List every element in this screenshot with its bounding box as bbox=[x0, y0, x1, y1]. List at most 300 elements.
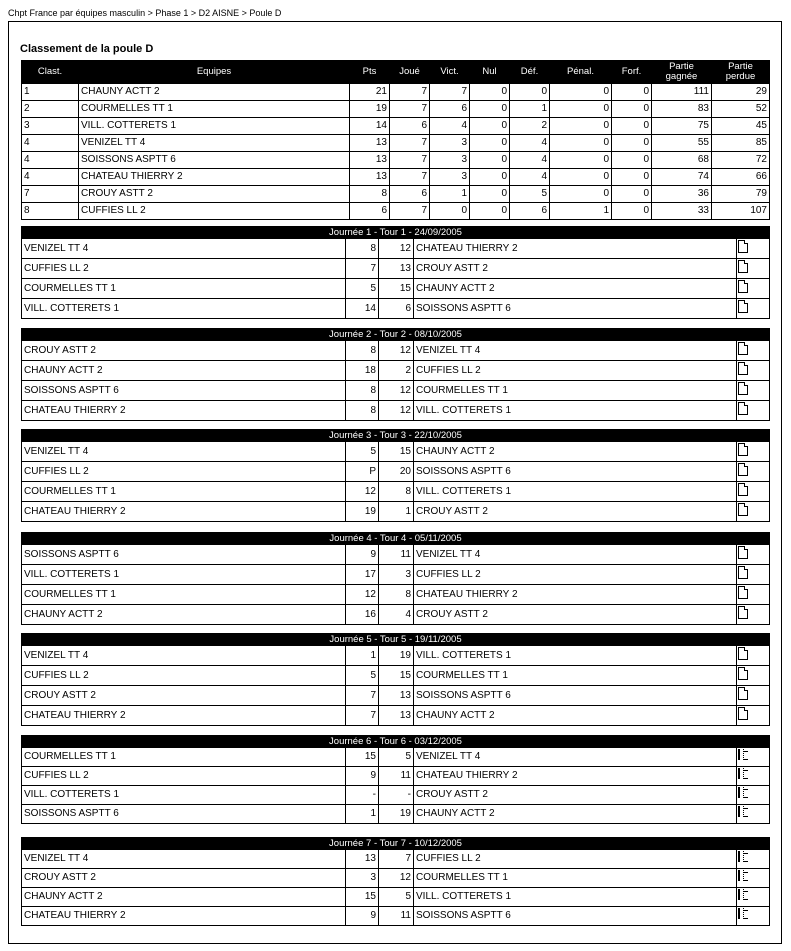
stat-cell: 0 bbox=[550, 169, 612, 186]
home-score: 12 bbox=[346, 585, 379, 605]
standings-row bbox=[22, 84, 770, 101]
stat-cell: 36 bbox=[652, 186, 712, 203]
standings-header-cell: Vict. bbox=[430, 61, 470, 84]
match-sheet-link[interactable] bbox=[737, 686, 770, 706]
score-sheet-icon bbox=[738, 870, 748, 882]
stat-cell: 1 bbox=[510, 101, 550, 118]
document-icon bbox=[738, 342, 748, 355]
stat-cell: 6 bbox=[430, 101, 470, 118]
away-score: 7 bbox=[379, 850, 414, 869]
match-row bbox=[22, 646, 770, 666]
match-sheet-link[interactable] bbox=[737, 341, 770, 361]
standings-row bbox=[22, 186, 770, 203]
stat-cell: 3 bbox=[430, 169, 470, 186]
away-team: COURMELLES TT 1 bbox=[414, 869, 737, 888]
document-icon bbox=[738, 647, 748, 660]
match-sheet-link[interactable] bbox=[737, 565, 770, 585]
home-score: 15 bbox=[346, 748, 379, 767]
home-team: SOISSONS ASPTT 6 bbox=[22, 545, 346, 565]
team-name: CROUY ASTT 2 bbox=[79, 186, 350, 203]
away-score: 13 bbox=[379, 706, 414, 726]
home-team: CHATEAU THIERRY 2 bbox=[22, 706, 346, 726]
stat-cell: 83 bbox=[652, 101, 712, 118]
match-sheet-link[interactable] bbox=[737, 259, 770, 279]
home-score: 14 bbox=[346, 299, 379, 319]
match-row bbox=[22, 605, 770, 625]
stat-cell: 1 bbox=[550, 203, 612, 220]
away-score: 1 bbox=[379, 502, 414, 522]
away-score: 15 bbox=[379, 279, 414, 299]
away-team: VENIZEL TT 4 bbox=[414, 341, 737, 361]
match-sheet-link[interactable] bbox=[737, 767, 770, 786]
away-team: CHAUNY ACTT 2 bbox=[414, 442, 737, 462]
home-team: CUFFIES LL 2 bbox=[22, 767, 346, 786]
stat-cell: 0 bbox=[550, 152, 612, 169]
stat-cell: 4 bbox=[510, 135, 550, 152]
home-team: VENIZEL TT 4 bbox=[22, 442, 346, 462]
stat-cell: 6 bbox=[390, 186, 430, 203]
match-row bbox=[22, 585, 770, 605]
stat-cell: 0 bbox=[612, 135, 652, 152]
standings-header-cell: Joué bbox=[390, 61, 430, 84]
standings-row bbox=[22, 203, 770, 220]
round-title: Journée 1 - Tour 1 - 24/09/2005 bbox=[22, 227, 770, 239]
stat-cell: 3 bbox=[430, 152, 470, 169]
stat-cell: 7 bbox=[390, 169, 430, 186]
match-row bbox=[22, 686, 770, 706]
away-score: 13 bbox=[379, 259, 414, 279]
match-sheet-link[interactable] bbox=[737, 545, 770, 565]
match-row bbox=[22, 565, 770, 585]
home-score: 9 bbox=[346, 545, 379, 565]
home-score: 8 bbox=[346, 401, 379, 421]
match-sheet-link[interactable] bbox=[737, 279, 770, 299]
document-icon bbox=[738, 546, 748, 559]
away-team: CROUY ASTT 2 bbox=[414, 259, 737, 279]
match-sheet-link[interactable] bbox=[737, 239, 770, 259]
document-icon bbox=[738, 566, 748, 579]
round-table bbox=[21, 633, 770, 726]
document-icon bbox=[738, 382, 748, 395]
match-sheet-link[interactable] bbox=[737, 381, 770, 401]
match-sheet-link[interactable] bbox=[737, 888, 770, 907]
team-name: COURMELLES TT 1 bbox=[79, 101, 350, 118]
match-row bbox=[22, 888, 770, 907]
match-row bbox=[22, 239, 770, 259]
stat-cell: 6 bbox=[350, 203, 390, 220]
match-row bbox=[22, 767, 770, 786]
stat-cell: 0 bbox=[470, 186, 510, 203]
match-row bbox=[22, 401, 770, 421]
away-team: CROUY ASTT 2 bbox=[414, 786, 737, 805]
stat-cell: 0 bbox=[470, 152, 510, 169]
home-score: 5 bbox=[346, 279, 379, 299]
stat-cell: 55 bbox=[652, 135, 712, 152]
home-team: VENIZEL TT 4 bbox=[22, 850, 346, 869]
match-row bbox=[22, 786, 770, 805]
stat-cell: 13 bbox=[350, 152, 390, 169]
document-icon bbox=[738, 362, 748, 375]
stat-cell: 0 bbox=[612, 84, 652, 101]
home-team: SOISSONS ASPTT 6 bbox=[22, 805, 346, 824]
away-score: 2 bbox=[379, 361, 414, 381]
home-team: COURMELLES TT 1 bbox=[22, 748, 346, 767]
stat-cell: 21 bbox=[350, 84, 390, 101]
away-team: CROUY ASTT 2 bbox=[414, 502, 737, 522]
away-team: CUFFIES LL 2 bbox=[414, 565, 737, 585]
document-icon bbox=[738, 483, 748, 496]
home-score: 9 bbox=[346, 767, 379, 786]
stat-cell: 79 bbox=[712, 186, 770, 203]
away-score: 12 bbox=[379, 381, 414, 401]
round-title: Journée 4 - Tour 4 - 05/11/2005 bbox=[22, 533, 770, 545]
stat-cell: 7 bbox=[390, 135, 430, 152]
document-icon bbox=[738, 463, 748, 476]
home-team: VENIZEL TT 4 bbox=[22, 239, 346, 259]
round-table bbox=[21, 735, 770, 824]
stat-cell: 4 bbox=[430, 118, 470, 135]
away-team: CUFFIES LL 2 bbox=[414, 850, 737, 869]
stat-cell: 7 bbox=[390, 203, 430, 220]
round-title: Journée 2 - Tour 2 - 08/10/2005 bbox=[22, 329, 770, 341]
standings-header-cell: Déf. bbox=[510, 61, 550, 84]
page-title: Classement de la poule D bbox=[20, 43, 154, 55]
round-table bbox=[21, 837, 770, 926]
away-score: 11 bbox=[379, 907, 414, 926]
home-score: 7 bbox=[346, 706, 379, 726]
home-team: CHATEAU THIERRY 2 bbox=[22, 907, 346, 926]
home-score: 16 bbox=[346, 605, 379, 625]
stat-cell: 6 bbox=[510, 203, 550, 220]
away-team: VENIZEL TT 4 bbox=[414, 748, 737, 767]
stat-cell: 0 bbox=[550, 101, 612, 118]
standings-header-cell: Forf. bbox=[612, 61, 652, 84]
match-sheet-link[interactable] bbox=[737, 502, 770, 522]
stat-cell: 0 bbox=[470, 101, 510, 118]
away-score: 12 bbox=[379, 341, 414, 361]
match-row bbox=[22, 748, 770, 767]
team-name: SOISSONS ASPTT 6 bbox=[79, 152, 350, 169]
home-team: COURMELLES TT 1 bbox=[22, 482, 346, 502]
round-title: Journée 5 - Tour 5 - 19/11/2005 bbox=[22, 634, 770, 646]
away-score: 12 bbox=[379, 869, 414, 888]
match-sheet-link[interactable] bbox=[737, 299, 770, 319]
stat-cell: 5 bbox=[510, 186, 550, 203]
stat-cell: 0 bbox=[470, 118, 510, 135]
home-score: 8 bbox=[346, 381, 379, 401]
stat-cell: 68 bbox=[652, 152, 712, 169]
standings-table bbox=[21, 60, 770, 220]
stat-cell: 13 bbox=[350, 169, 390, 186]
match-sheet-link[interactable] bbox=[737, 907, 770, 926]
match-sheet-link[interactable] bbox=[737, 869, 770, 888]
match-sheet-link[interactable] bbox=[737, 361, 770, 381]
home-team: CHATEAU THIERRY 2 bbox=[22, 502, 346, 522]
score-sheet-icon bbox=[738, 749, 748, 761]
stat-cell: 14 bbox=[350, 118, 390, 135]
home-score: 8 bbox=[346, 341, 379, 361]
away-score: 4 bbox=[379, 605, 414, 625]
match-row bbox=[22, 361, 770, 381]
stat-cell: 0 bbox=[470, 203, 510, 220]
match-row bbox=[22, 869, 770, 888]
match-sheet-link[interactable] bbox=[737, 748, 770, 767]
away-score: 11 bbox=[379, 767, 414, 786]
stat-cell: 52 bbox=[712, 101, 770, 118]
round-table bbox=[21, 328, 770, 421]
away-score: 15 bbox=[379, 442, 414, 462]
document-icon bbox=[738, 280, 748, 293]
match-row bbox=[22, 907, 770, 926]
match-row bbox=[22, 502, 770, 522]
document-icon bbox=[738, 606, 748, 619]
standings-row bbox=[22, 152, 770, 169]
home-score: 8 bbox=[346, 239, 379, 259]
home-team: CHAUNY ACTT 2 bbox=[22, 888, 346, 907]
home-team: CUFFIES LL 2 bbox=[22, 666, 346, 686]
stat-cell: 0 bbox=[550, 186, 612, 203]
match-sheet-link[interactable] bbox=[737, 646, 770, 666]
match-sheet-link[interactable] bbox=[737, 401, 770, 421]
stat-cell: 33 bbox=[652, 203, 712, 220]
match-sheet-link[interactable] bbox=[737, 585, 770, 605]
home-team: CROUY ASTT 2 bbox=[22, 869, 346, 888]
team-name: CHAUNY ACTT 2 bbox=[79, 84, 350, 101]
standings-row bbox=[22, 101, 770, 118]
score-sheet-icon bbox=[738, 889, 748, 901]
stat-cell: 19 bbox=[350, 101, 390, 118]
away-team: COURMELLES TT 1 bbox=[414, 666, 737, 686]
round-table bbox=[21, 532, 770, 625]
match-row bbox=[22, 482, 770, 502]
away-team: SOISSONS ASPTT 6 bbox=[414, 462, 737, 482]
away-score: 5 bbox=[379, 888, 414, 907]
document-icon bbox=[738, 443, 748, 456]
standings-header-row bbox=[22, 61, 770, 84]
away-team: CROUY ASTT 2 bbox=[414, 605, 737, 625]
rank-cell: 4 bbox=[22, 152, 79, 169]
away-team: CHATEAU THIERRY 2 bbox=[414, 585, 737, 605]
away-team: SOISSONS ASPTT 6 bbox=[414, 686, 737, 706]
home-score: 9 bbox=[346, 907, 379, 926]
standings-header-cell: Equipes bbox=[79, 61, 350, 84]
match-row bbox=[22, 381, 770, 401]
away-score: - bbox=[379, 786, 414, 805]
away-team: CHAUNY ACTT 2 bbox=[414, 279, 737, 299]
home-score: 17 bbox=[346, 565, 379, 585]
stat-cell: 29 bbox=[712, 84, 770, 101]
score-sheet-icon bbox=[738, 908, 748, 920]
standings-header-cell: Partie perdue bbox=[712, 61, 770, 84]
home-team: VILL. COTTERETS 1 bbox=[22, 565, 346, 585]
match-row bbox=[22, 850, 770, 869]
home-score: 19 bbox=[346, 502, 379, 522]
stat-cell: 8 bbox=[350, 186, 390, 203]
match-sheet-link[interactable] bbox=[737, 850, 770, 869]
round-table bbox=[21, 226, 770, 319]
away-score: 5 bbox=[379, 748, 414, 767]
match-sheet-link[interactable] bbox=[737, 805, 770, 824]
match-row bbox=[22, 666, 770, 686]
home-team: CROUY ASTT 2 bbox=[22, 341, 346, 361]
standings-header-cell: Nul bbox=[470, 61, 510, 84]
home-team: CHAUNY ACTT 2 bbox=[22, 361, 346, 381]
match-sheet-link[interactable] bbox=[737, 482, 770, 502]
home-score: 1 bbox=[346, 646, 379, 666]
rank-cell: 3 bbox=[22, 118, 79, 135]
stat-cell: 0 bbox=[470, 84, 510, 101]
away-team: CHATEAU THIERRY 2 bbox=[414, 767, 737, 786]
stat-cell: 0 bbox=[612, 203, 652, 220]
home-score: 15 bbox=[346, 888, 379, 907]
stat-cell: 7 bbox=[390, 101, 430, 118]
document-icon bbox=[738, 687, 748, 700]
away-team: CHAUNY ACTT 2 bbox=[414, 805, 737, 824]
away-team: VILL. COTTERETS 1 bbox=[414, 646, 737, 666]
home-score: 7 bbox=[346, 259, 379, 279]
away-team: VILL. COTTERETS 1 bbox=[414, 401, 737, 421]
document-icon bbox=[738, 300, 748, 313]
home-team: VENIZEL TT 4 bbox=[22, 646, 346, 666]
stat-cell: 75 bbox=[652, 118, 712, 135]
document-icon bbox=[738, 707, 748, 720]
away-score: 13 bbox=[379, 686, 414, 706]
stat-cell: 7 bbox=[390, 84, 430, 101]
stat-cell: 0 bbox=[470, 169, 510, 186]
stat-cell: 0 bbox=[430, 203, 470, 220]
away-score: 19 bbox=[379, 646, 414, 666]
standings-header-cell: Partie gagnée bbox=[652, 61, 712, 84]
standings-row bbox=[22, 169, 770, 186]
away-team: SOISSONS ASPTT 6 bbox=[414, 907, 737, 926]
away-score: 6 bbox=[379, 299, 414, 319]
match-sheet-link[interactable] bbox=[737, 666, 770, 686]
away-team: SOISSONS ASPTT 6 bbox=[414, 299, 737, 319]
team-name: CUFFIES LL 2 bbox=[79, 203, 350, 220]
standings-header-cell: Pénal. bbox=[550, 61, 612, 84]
team-name: VENIZEL TT 4 bbox=[79, 135, 350, 152]
breadcrumb: Chpt France par équipes masculin > Phase 1 > D2 AISNE > Poule D bbox=[8, 8, 282, 18]
home-team: CHAUNY ACTT 2 bbox=[22, 605, 346, 625]
stat-cell: 0 bbox=[612, 118, 652, 135]
home-score: 7 bbox=[346, 686, 379, 706]
round-table bbox=[21, 429, 770, 522]
away-score: 8 bbox=[379, 482, 414, 502]
stat-cell: 0 bbox=[612, 169, 652, 186]
stat-cell: 0 bbox=[550, 118, 612, 135]
document-icon bbox=[738, 667, 748, 680]
rank-cell: 1 bbox=[22, 84, 79, 101]
stat-cell: 13 bbox=[350, 135, 390, 152]
document-icon bbox=[738, 503, 748, 516]
home-team: VILL. COTTERETS 1 bbox=[22, 299, 346, 319]
home-team: SOISSONS ASPTT 6 bbox=[22, 381, 346, 401]
standings-header-cell: Pts bbox=[350, 61, 390, 84]
home-score: 18 bbox=[346, 361, 379, 381]
rank-cell: 4 bbox=[22, 169, 79, 186]
match-row bbox=[22, 462, 770, 482]
team-name: VILL. COTTERETS 1 bbox=[79, 118, 350, 135]
match-row bbox=[22, 279, 770, 299]
stat-cell: 85 bbox=[712, 135, 770, 152]
away-team: VILL. COTTERETS 1 bbox=[414, 482, 737, 502]
round-title: Journée 6 - Tour 6 - 03/12/2005 bbox=[22, 736, 770, 748]
stat-cell: 1 bbox=[430, 186, 470, 203]
away-team: VENIZEL TT 4 bbox=[414, 545, 737, 565]
match-row bbox=[22, 706, 770, 726]
away-score: 19 bbox=[379, 805, 414, 824]
stat-cell: 7 bbox=[430, 84, 470, 101]
stat-cell: 6 bbox=[390, 118, 430, 135]
away-score: 3 bbox=[379, 565, 414, 585]
match-row bbox=[22, 442, 770, 462]
home-team: CROUY ASTT 2 bbox=[22, 686, 346, 706]
away-score: 8 bbox=[379, 585, 414, 605]
home-team: CUFFIES LL 2 bbox=[22, 259, 346, 279]
standings-row bbox=[22, 118, 770, 135]
stat-cell: 0 bbox=[470, 135, 510, 152]
match-sheet-link[interactable] bbox=[737, 462, 770, 482]
home-team: COURMELLES TT 1 bbox=[22, 585, 346, 605]
stat-cell: 45 bbox=[712, 118, 770, 135]
document-icon bbox=[738, 586, 748, 599]
score-sheet-icon bbox=[738, 768, 748, 780]
stat-cell: 66 bbox=[712, 169, 770, 186]
away-team: CHAUNY ACTT 2 bbox=[414, 706, 737, 726]
match-row bbox=[22, 545, 770, 565]
match-sheet-link[interactable] bbox=[737, 786, 770, 805]
document-icon bbox=[738, 260, 748, 273]
match-sheet-link[interactable] bbox=[737, 442, 770, 462]
home-team: VILL. COTTERETS 1 bbox=[22, 786, 346, 805]
team-name: CHATEAU THIERRY 2 bbox=[79, 169, 350, 186]
rank-cell: 2 bbox=[22, 101, 79, 118]
standings-row bbox=[22, 135, 770, 152]
home-score: 13 bbox=[346, 850, 379, 869]
home-score: P bbox=[346, 462, 379, 482]
round-title: Journée 3 - Tour 3 - 22/10/2005 bbox=[22, 430, 770, 442]
standings-header-cell: Clast. bbox=[22, 61, 79, 84]
stat-cell: 107 bbox=[712, 203, 770, 220]
match-row bbox=[22, 259, 770, 279]
stat-cell: 0 bbox=[510, 84, 550, 101]
away-score: 20 bbox=[379, 462, 414, 482]
stat-cell: 0 bbox=[550, 135, 612, 152]
home-team: CUFFIES LL 2 bbox=[22, 462, 346, 482]
stat-cell: 74 bbox=[652, 169, 712, 186]
home-score: - bbox=[346, 786, 379, 805]
away-team: COURMELLES TT 1 bbox=[414, 381, 737, 401]
score-sheet-icon bbox=[738, 787, 748, 799]
stat-cell: 2 bbox=[510, 118, 550, 135]
away-score: 11 bbox=[379, 545, 414, 565]
stat-cell: 4 bbox=[510, 169, 550, 186]
home-team: COURMELLES TT 1 bbox=[22, 279, 346, 299]
home-score: 3 bbox=[346, 869, 379, 888]
round-title: Journée 7 - Tour 7 - 10/12/2005 bbox=[22, 838, 770, 850]
stat-cell: 0 bbox=[550, 84, 612, 101]
home-score: 5 bbox=[346, 666, 379, 686]
stat-cell: 3 bbox=[430, 135, 470, 152]
rank-cell: 8 bbox=[22, 203, 79, 220]
stat-cell: 7 bbox=[390, 152, 430, 169]
rank-cell: 7 bbox=[22, 186, 79, 203]
stat-cell: 111 bbox=[652, 84, 712, 101]
match-sheet-link[interactable] bbox=[737, 605, 770, 625]
match-row bbox=[22, 341, 770, 361]
match-sheet-link[interactable] bbox=[737, 706, 770, 726]
stat-cell: 72 bbox=[712, 152, 770, 169]
